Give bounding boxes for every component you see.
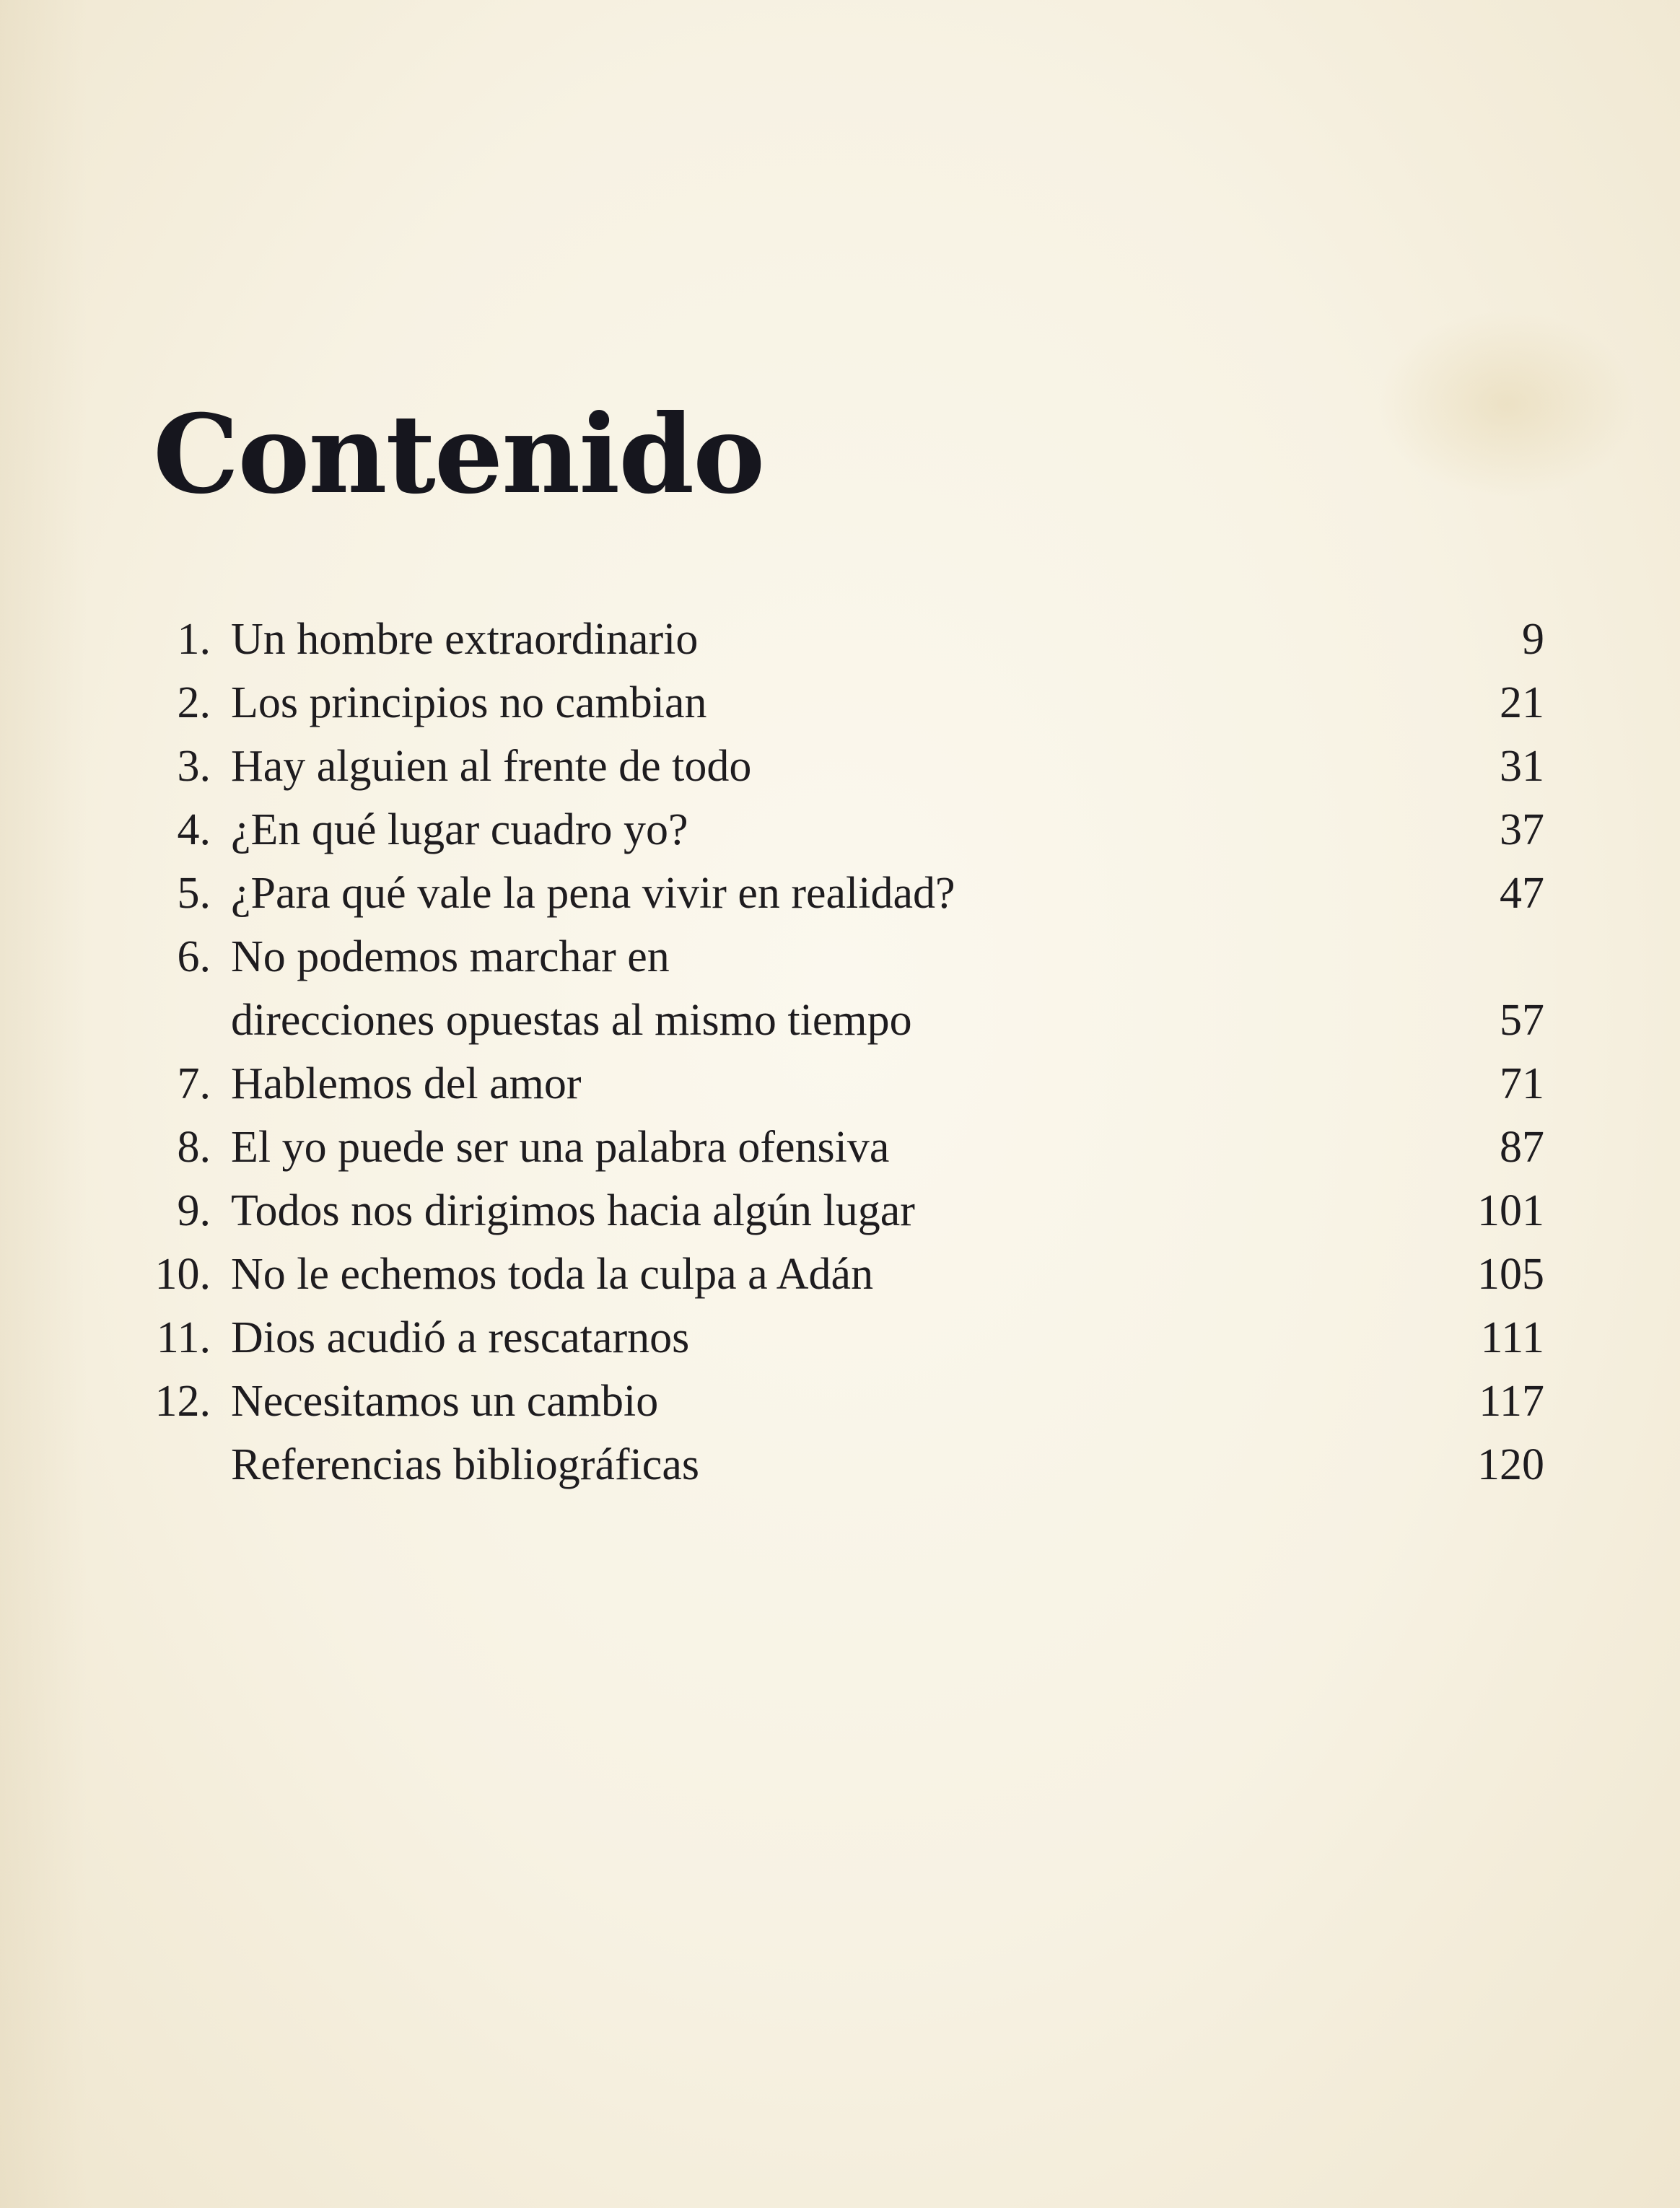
page-number: 87 <box>1500 1123 1544 1172</box>
dot-leader <box>699 1306 1473 1370</box>
chapter-title-line: Todos nos dirigimos hacia algún lugar <box>231 1186 915 1235</box>
dot-leader <box>922 989 1492 1052</box>
dot-leader <box>925 1179 1470 1243</box>
chapter-title-line: Referencias bibliográficas <box>231 1440 699 1489</box>
chapter-title <box>231 925 912 1052</box>
dot-leader <box>883 1243 1470 1306</box>
page-number: 21 <box>1500 678 1544 727</box>
chapter-title-line: Los principios no cambian <box>231 678 707 727</box>
page-number: 105 <box>1477 1250 1544 1299</box>
toc-entry-body <box>231 1370 1544 1433</box>
toc-entry-body <box>231 1306 1544 1370</box>
dot-leader <box>699 798 1492 862</box>
chapter-number: 4. <box>177 805 211 854</box>
page-number: 101 <box>1477 1186 1544 1235</box>
chapter-title <box>231 608 698 671</box>
page-edge-shadow <box>0 0 87 2208</box>
toc-entry-body <box>231 1116 1544 1179</box>
dot-leader <box>899 1116 1492 1179</box>
page-number: 37 <box>1500 805 1544 854</box>
dot-leader <box>966 862 1492 925</box>
chapter-number: 6. <box>177 932 211 981</box>
toc-entry <box>144 1116 1544 1179</box>
dot-leader <box>717 671 1492 735</box>
toc-entry-body <box>231 798 1544 862</box>
chapter-title-line: ¿Para qué vale la pena vivir en realidad? <box>231 869 955 918</box>
chapter-title <box>231 1306 689 1370</box>
page-number: 117 <box>1479 1377 1544 1426</box>
dot-leader <box>761 735 1492 798</box>
toc-entry <box>144 735 1544 798</box>
paper-stain <box>1377 310 1637 498</box>
chapter-number: 2. <box>177 678 211 727</box>
toc-entry <box>144 925 1544 1052</box>
page-number: 9 <box>1522 615 1544 664</box>
chapter-title-line: Hablemos del amor <box>231 1059 582 1108</box>
chapter-title-line: El yo puede ser una palabra ofensiva <box>231 1123 890 1172</box>
toc-entry-body <box>231 1243 1544 1306</box>
chapter-title-line: No podemos marchar en <box>231 932 670 981</box>
page-number: 111 <box>1480 1313 1544 1362</box>
toc-entry <box>144 1370 1544 1433</box>
chapter-title-line: Un hombre extraordinario <box>231 615 699 664</box>
toc-entry-body <box>231 1433 1544 1497</box>
toc-entry <box>144 608 1544 671</box>
toc-entry-body <box>231 1179 1544 1243</box>
dot-leader <box>709 1433 1470 1497</box>
chapter-title-line: direcciones opuestas al mismo tiempo <box>231 996 912 1045</box>
chapter-title-line: Necesitamos un cambio <box>231 1377 659 1426</box>
chapter-title <box>231 1370 658 1433</box>
chapter-title <box>231 671 706 735</box>
page-number: 71 <box>1500 1059 1544 1108</box>
toc-entry <box>144 671 1544 735</box>
toc-entry-body <box>231 608 1544 671</box>
page-title: Contenido <box>153 391 764 518</box>
chapter-title-line: No le echemos toda la culpa a Adán <box>231 1250 874 1299</box>
chapter-title <box>231 862 955 925</box>
toc-entry-body <box>231 671 1544 735</box>
chapter-title <box>231 1052 582 1116</box>
chapter-title <box>231 735 751 798</box>
toc-entry <box>144 1433 1544 1497</box>
chapter-title <box>231 1243 873 1306</box>
chapter-number: 11. <box>156 1313 211 1362</box>
toc-entry <box>144 1179 1544 1243</box>
table-of-contents <box>144 608 1544 1497</box>
toc-entry <box>144 1306 1544 1370</box>
toc-entry-body <box>231 1052 1544 1116</box>
toc-entry <box>144 798 1544 862</box>
dot-leader <box>592 1052 1492 1116</box>
toc-entry <box>144 1052 1544 1116</box>
chapter-number: 3. <box>177 742 211 791</box>
chapter-number: 7. <box>177 1059 211 1108</box>
chapter-number: 5. <box>177 869 211 918</box>
toc-entry-body <box>231 862 1544 925</box>
dot-leader <box>668 1370 1471 1433</box>
chapter-title <box>231 1433 699 1497</box>
dot-leader <box>708 608 1494 671</box>
chapter-number: 9. <box>177 1186 211 1235</box>
toc-entry-body <box>231 925 1544 1052</box>
chapter-title <box>231 798 688 862</box>
toc-entry <box>144 1243 1544 1306</box>
chapter-number: 8. <box>177 1123 211 1172</box>
chapter-title-line: Hay alguien al frente de todo <box>231 742 752 791</box>
chapter-title <box>231 1179 915 1243</box>
toc-entry <box>144 862 1544 925</box>
toc-entry-body <box>231 735 1544 798</box>
page-number: 57 <box>1500 996 1544 1045</box>
chapter-title <box>231 1116 889 1179</box>
chapter-title-line: ¿En qué lugar cuadro yo? <box>231 805 688 854</box>
chapter-number: 12. <box>154 1377 211 1426</box>
page-number: 31 <box>1500 742 1544 791</box>
chapter-title-line: Dios acudió a rescatarnos <box>231 1313 690 1362</box>
page-number: 120 <box>1477 1440 1544 1489</box>
page-number: 47 <box>1500 869 1544 918</box>
chapter-number: 1. <box>177 615 211 664</box>
chapter-number: 10. <box>154 1250 211 1299</box>
